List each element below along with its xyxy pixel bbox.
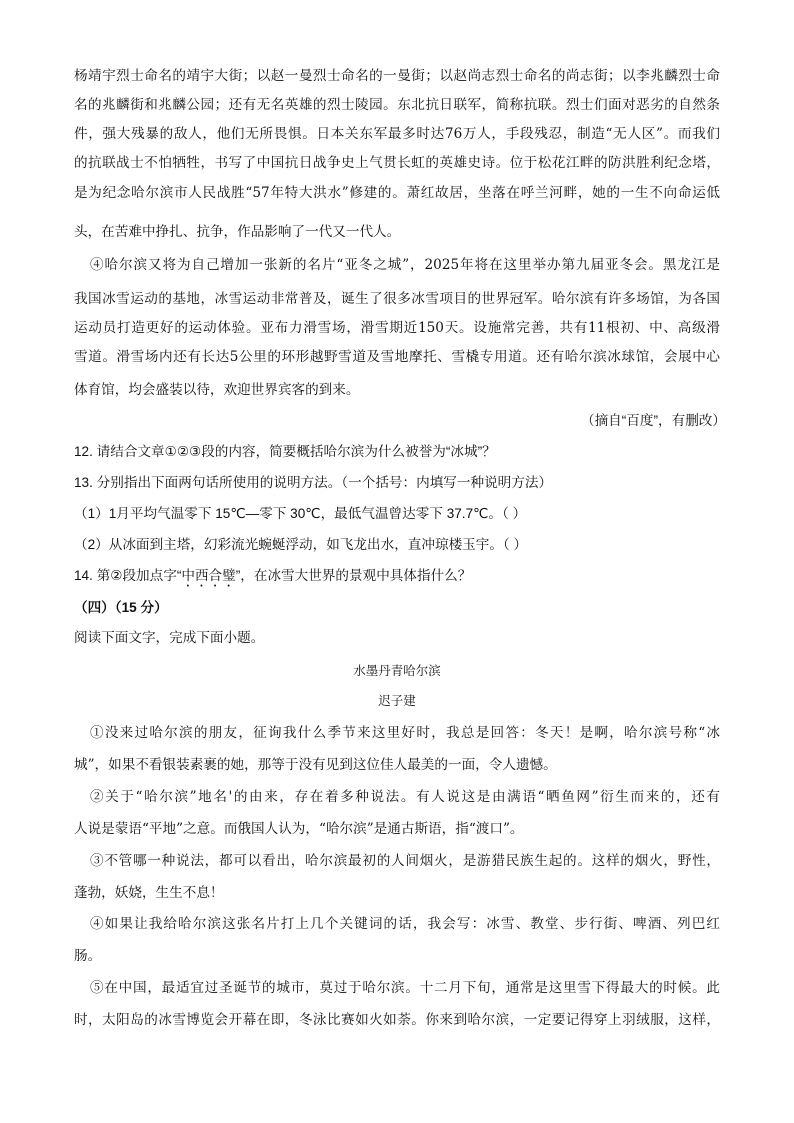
passage-line: 件，强大残暴的敌人，他们无所畏惧。日本关东军最多时达76万人，手段残忍，制造“无人区”。而我们 [74,126,720,142]
paragraph-4-line: ④哈尔滨又将为自己增加一张新的名片“亚冬之城”，2025年将在这里举办第九届亚冬会。黑龙江是 [90,257,720,273]
dotted-emphasis-text: 中西合璧 [181,568,236,583]
article-line: ③不管哪一种说法，都可以看出，哈尔滨最初的人间烟火，是游猎民族生起的。这样的烟火，野性， [90,853,720,869]
article-line: 蓬勃，妖娆，生生不息！ [74,885,224,901]
paragraph-4-line: 体育馆，均会盛装以待，欢迎世界宾客的到来。 [74,382,360,398]
article-line: ⑤在中国，最适宜过圣诞节的城市，莫过于哈尔滨。十二月下旬，通常是这里雪下得最大的时候。此 [90,980,720,996]
article-line: ②关于“哈尔滨”地名'的由来，存在着多种说法。有人说这是由满语“晒鱼网”衍生而来的，还有 [90,789,720,805]
passage-line: 名的兆麟街和兆麟公园；还有无名英雄的烈士陵园。东北抗日联军，简称抗联。烈士们面对恶劣的自然条 [74,97,720,113]
question-14 [74,566,720,590]
question-12: 12. 请结合文章①②③段的内容，简要概括哈尔滨为什么被誉为“冰城”？ [74,444,496,459]
paragraph-4-line: 运动员打造更好的运动体验。亚布力滑雪场，滑雪期近150天。设施常完善，共有11根初、中、高级滑 [74,320,720,336]
article-title: 水墨丹青哈尔滨 [353,663,441,678]
article-line: ④如果让我给哈尔滨这张名片打上几个关键词的话，我会写：冰雪、教堂、步行街、啤酒、列巴红 [90,916,720,932]
passage-line: 杨靖宇烈士命名的靖宇大街；以赵一曼烈士命名的一曼街；以赵尚志烈士命名的尚志街；以李兆麟烈士命 [74,68,720,84]
question-14-suffix: ”，在冰雪大世界的景观中具体指什么？ [235,568,472,583]
section-heading: （四）（15 分） [74,600,168,615]
question-14-prefix: 14. 第②段加点字“ [74,568,182,583]
question-13: 13. 分别指出下面两句话所使用的说明方法。（一个括号：内填写一种说明方法） [74,475,553,490]
article-author: 迟子建 [378,693,416,708]
article-line: ①没来过哈尔滨的朋友，征询我什么季节来这里好时，我总是回答：冬天！是啊，哈尔滨号称“冰 [90,725,720,741]
question-13-item-1: （1）1月平均气温零下 15℃—零下 30℃，最低气温曾达零下 37.7℃。（ ） [74,506,527,521]
article-line: 时，太阳岛的冰雪博览会开幕在即，冬泳比赛如火如荼。你来到哈尔滨，一定要记得穿上羽绒服，这样， [74,1012,720,1028]
passage-line: 的抗联战士不怕牺牲，书写了中国抗日战争史上气贯长虹的英雄史诗。位于松花江畔的防洪胜利纪念塔， [74,155,720,171]
article-line: 肠。 [74,948,102,964]
paragraph-4-line: 雪道。滑雪场内还有长达5公里的环形越野雪道及雪地摩托、雪橇专用道。还有哈尔滨冰球馆，会展中心 [74,349,720,365]
paragraph-4-line: 我国冰雪运动的基地，冰雪运动非常普及，诞生了很多冰雪项目的世界冠军。哈尔滨有许多场馆，为各国 [74,291,720,307]
section-instruction: 阅读下面文字，完成下面小题。 [74,630,265,645]
passage-line: 头，在苦难中挣扎、抗争，作品影响了一代又一代人。 [74,224,401,240]
source-note: （摘自“百度”，有删改） [581,413,726,428]
article-line: 城”，如果不看银装素裹的她，那等于没有见到这位佳人最美的一面，令人遗憾。 [74,757,557,773]
question-13-item-2: （2）从冰面到主塔，幻彩流光蜿蜒浮动，如飞龙出水，直冲琼楼玉宇。（ ） [74,537,528,552]
article-line: 人说是蒙语“平地”之意。而俄国人认为，“哈尔滨”是通古斯语，指“渡口”。 [74,821,524,837]
passage-line: 是为纪念哈尔滨市人民战胜“57年特大洪水”修建的。萧红故居，坐落在呼兰河畔，她的一生不向命运低 [74,185,720,201]
